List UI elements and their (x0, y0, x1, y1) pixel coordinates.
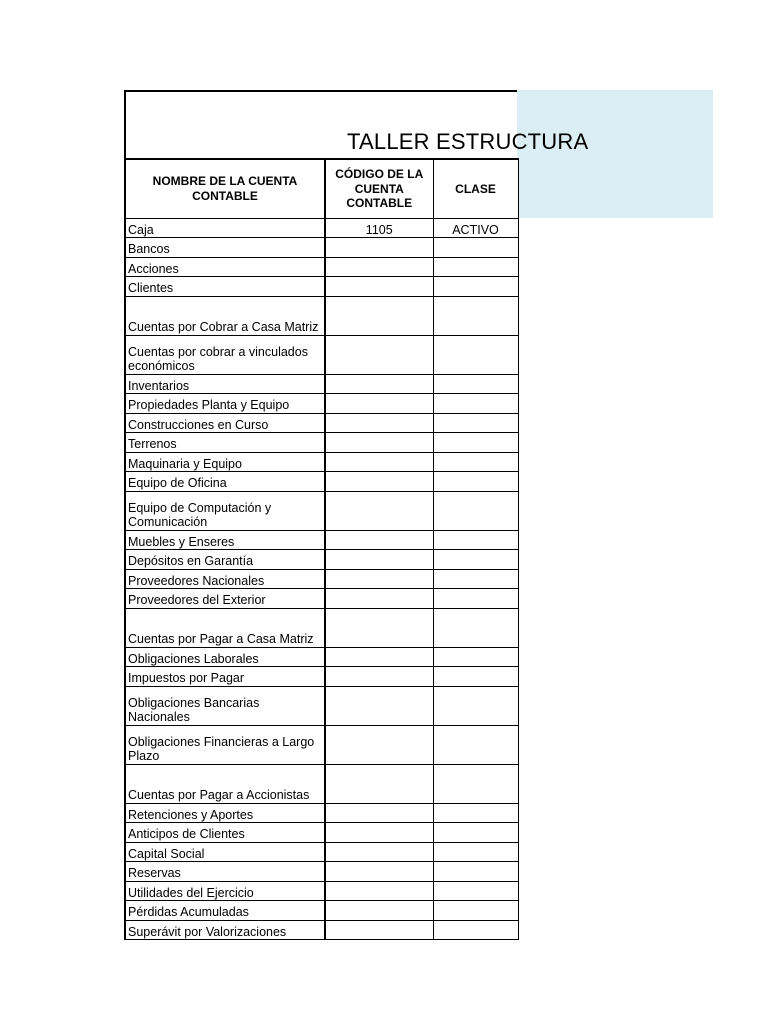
account-class-cell[interactable] (433, 530, 518, 550)
account-code-cell[interactable]: 1105 (325, 218, 433, 238)
table-row (125, 920, 518, 940)
table-row (125, 686, 518, 725)
account-class-cell[interactable] (433, 413, 518, 433)
account-name-cell[interactable]: Proveedores del Exterior (125, 589, 325, 609)
account-name-cell[interactable]: Anticipos de Clientes (125, 823, 325, 843)
account-class-cell[interactable] (433, 335, 518, 374)
account-class-cell[interactable] (433, 257, 518, 277)
account-class-cell[interactable] (433, 491, 518, 530)
account-name-cell[interactable]: Acciones (125, 257, 325, 277)
account-code-cell[interactable] (325, 647, 433, 667)
table-row (125, 764, 518, 803)
account-class-cell[interactable] (433, 667, 518, 687)
account-name-cell[interactable]: Proveedores Nacionales (125, 569, 325, 589)
account-class-cell[interactable] (433, 238, 518, 258)
account-name-cell[interactable]: Capital Social (125, 842, 325, 862)
table-row (125, 901, 518, 921)
account-name-cell[interactable]: Impuestos por Pagar (125, 667, 325, 687)
table-row (125, 452, 518, 472)
header-account-code[interactable]: CÓDIGO DE LA CUENTA CONTABLE (325, 159, 433, 218)
table-row (125, 823, 518, 843)
table-row (125, 647, 518, 667)
account-code-cell[interactable] (325, 667, 433, 687)
account-code-cell[interactable] (325, 569, 433, 589)
account-code-cell[interactable] (325, 413, 433, 433)
account-name-cell[interactable]: Superávit por Valorizaciones (125, 920, 325, 940)
account-code-cell[interactable] (325, 374, 433, 394)
table-row (125, 667, 518, 687)
table-row (125, 335, 518, 374)
account-class-cell[interactable] (433, 725, 518, 764)
account-class-cell[interactable] (433, 764, 518, 803)
account-name-cell[interactable]: Utilidades del Ejercicio (125, 881, 325, 901)
account-class-cell[interactable]: ACTIVO (433, 218, 518, 238)
account-code-cell[interactable] (325, 901, 433, 921)
account-class-cell[interactable] (433, 296, 518, 335)
account-code-cell[interactable] (325, 257, 433, 277)
account-code-cell[interactable] (325, 491, 433, 530)
account-name-cell[interactable]: Pérdidas Acumuladas (125, 901, 325, 921)
table-row (125, 550, 518, 570)
account-name-cell[interactable]: Terrenos (125, 433, 325, 453)
account-code-cell[interactable] (325, 823, 433, 843)
table-row (125, 277, 518, 297)
table-row (125, 394, 518, 414)
account-code-cell[interactable] (325, 472, 433, 492)
account-code-cell[interactable] (325, 686, 433, 725)
table-row (125, 842, 518, 862)
account-code-cell[interactable] (325, 335, 433, 374)
account-class-cell[interactable] (433, 452, 518, 472)
account-class-cell[interactable] (433, 862, 518, 882)
account-code-cell[interactable] (325, 920, 433, 940)
table-row (125, 608, 518, 647)
header-row (125, 159, 518, 218)
table-row (125, 491, 518, 530)
account-class-cell[interactable] (433, 472, 518, 492)
header-class[interactable]: CLASE (433, 159, 518, 218)
account-name-cell[interactable]: Reservas (125, 862, 325, 882)
table-row (125, 589, 518, 609)
account-code-cell[interactable] (325, 550, 433, 570)
account-code-cell[interactable] (325, 433, 433, 453)
table-row (125, 530, 518, 550)
table-row (125, 238, 518, 258)
account-class-cell[interactable] (433, 901, 518, 921)
account-class-cell[interactable] (433, 842, 518, 862)
account-name-cell[interactable]: Retenciones y Aportes (125, 803, 325, 823)
account-class-cell[interactable] (433, 823, 518, 843)
title-cell[interactable] (124, 90, 589, 160)
account-class-cell[interactable] (433, 277, 518, 297)
table-row (125, 725, 518, 764)
table-row (125, 257, 518, 277)
account-class-cell[interactable] (433, 803, 518, 823)
table-row (125, 881, 518, 901)
header-account-name[interactable]: NOMBRE DE LA CUENTA CONTABLE (125, 159, 325, 218)
account-code-cell[interactable] (325, 803, 433, 823)
account-name-cell[interactable]: Obligaciones Bancarias Nacionales (125, 686, 325, 725)
account-code-cell[interactable] (325, 530, 433, 550)
table-row (125, 472, 518, 492)
accounts-table (124, 158, 519, 940)
account-code-cell[interactable] (325, 725, 433, 764)
account-name-cell[interactable]: Equipo de Oficina (125, 472, 325, 492)
account-name-cell[interactable]: Bancos (125, 238, 325, 258)
account-name-cell[interactable]: Caja (125, 218, 325, 238)
account-class-cell[interactable] (433, 569, 518, 589)
account-name-cell[interactable]: Construcciones en Curso (125, 413, 325, 433)
account-name-cell[interactable]: Clientes (125, 277, 325, 297)
account-code-cell[interactable] (325, 277, 433, 297)
account-class-cell[interactable] (433, 686, 518, 725)
account-class-cell[interactable] (433, 589, 518, 609)
account-code-cell[interactable] (325, 296, 433, 335)
table-row (125, 803, 518, 823)
table-row (125, 433, 518, 453)
account-class-cell[interactable] (433, 647, 518, 667)
account-code-cell[interactable] (325, 452, 433, 472)
account-class-cell[interactable] (433, 433, 518, 453)
table-row (125, 569, 518, 589)
account-name-cell[interactable]: Propiedades Planta y Equipo (125, 394, 325, 414)
account-class-cell[interactable] (433, 608, 518, 647)
sheet-title: TALLER ESTRUCTURA (347, 129, 589, 154)
account-class-cell[interactable] (433, 920, 518, 940)
account-name-cell[interactable]: Cuentas por Pagar a Accionistas (125, 764, 325, 803)
account-class-cell[interactable] (433, 881, 518, 901)
account-name-cell[interactable]: Cuentas por Cobrar a Casa Matriz (125, 296, 325, 335)
account-name-cell[interactable]: Cuentas por cobrar a vinculados económicos (125, 335, 325, 374)
account-name-cell[interactable]: Depósitos en Garantía (125, 550, 325, 570)
table-row (125, 218, 518, 238)
table-row (125, 413, 518, 433)
account-name-cell[interactable]: Obligaciones Financieras a Largo Plazo (125, 725, 325, 764)
account-code-cell[interactable] (325, 842, 433, 862)
account-code-cell[interactable] (325, 394, 433, 414)
account-code-cell[interactable] (325, 589, 433, 609)
account-code-cell[interactable] (325, 608, 433, 647)
account-code-cell[interactable] (325, 764, 433, 803)
account-name-cell[interactable]: Cuentas por Pagar a Casa Matriz (125, 608, 325, 647)
account-code-cell[interactable] (325, 862, 433, 882)
account-name-cell[interactable]: Obligaciones Laborales (125, 647, 325, 667)
account-name-cell[interactable]: Maquinaria y Equipo (125, 452, 325, 472)
table-row (125, 296, 518, 335)
account-code-cell[interactable] (325, 238, 433, 258)
table-row (125, 862, 518, 882)
account-name-cell[interactable]: Inventarios (125, 374, 325, 394)
account-name-cell[interactable]: Muebles y Enseres (125, 530, 325, 550)
account-class-cell[interactable] (433, 374, 518, 394)
account-name-cell[interactable]: Equipo de Computación y Comunicación (125, 491, 325, 530)
account-code-cell[interactable] (325, 881, 433, 901)
table-row (125, 374, 518, 394)
account-class-cell[interactable] (433, 550, 518, 570)
account-class-cell[interactable] (433, 394, 518, 414)
